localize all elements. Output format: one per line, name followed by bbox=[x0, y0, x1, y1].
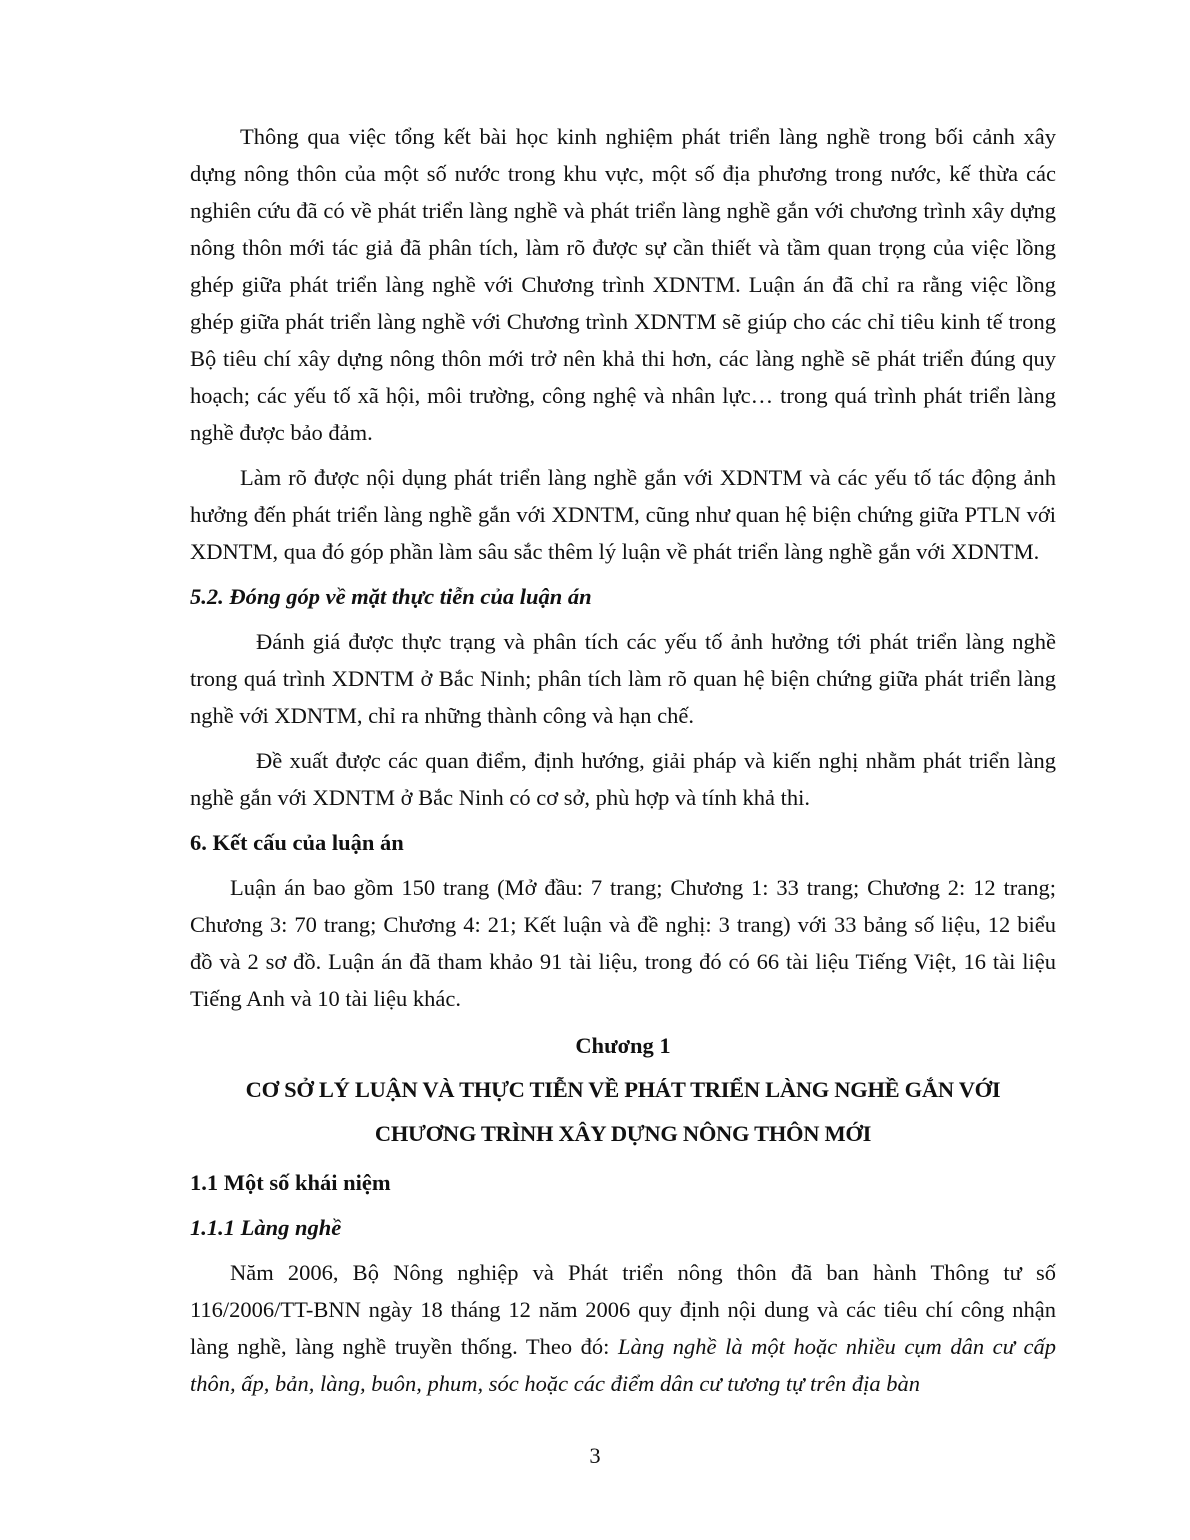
paragraph-theoretical-contribution: Thông qua việc tổng kết bài học kinh nghiệm phát triển làng nghề trong bối cảnh xây dựng nông thôn của một số nước trong khu vực, một số địa phương trong nước, kế thừa các nghiên cứu đã có về phát triển làng nghề và phát triển làng nghề gắn với chương trình xây dựng nông thôn mới tác giả đã phân tích, làm rõ được sự cần thiết và tầm quan trọng của việc lồng ghép giữa phát triển làng nghề với Chương trình XDNTM. Luận án đã chỉ ra rằng việc lồng ghép giữa phát triển làng nghề với Chương trình XDNTM sẽ giúp cho các chỉ tiêu kinh tế trong Bộ tiêu chí xây dựng nông thôn mới trở nên khả thi hơn, các làng nghề sẽ phát triển đúng quy hoạch; các yếu tố xã hội, môi trường, công nghệ và nhân lực… trong quá trình phát triển làng nghề được bảo đảm. bbox=[190, 124, 1056, 445]
paragraph-thesis-structure: Luận án bao gồm 150 trang (Mở đầu: 7 trang; Chương 1: 33 trang; Chương 2: 12 trang; Chương 3: 70 trang; Chương 4: 21; Kết luận và đề nghị: 3 trang) với 33 bảng số liệu, 12 biểu đồ và 2 sơ đồ. Luận án đã tham khảo 91 tài liệu, trong đó có 66 tài liệu Tiếng Việt, 16 tài liệu Tiếng Anh và 10 tài liệu khác. bbox=[190, 875, 1056, 1011]
document-page bbox=[190, 118, 1056, 1402]
chapter-title-line-2: CHƯƠNG TRÌNH XÂY DỰNG NÔNG THÔN MỚI bbox=[374, 1121, 872, 1146]
paragraph-practical-assessment: Đánh giá được thực trạng và phân tích các yếu tố ảnh hưởng tới phát triển làng nghề trong quá trình XDNTM ở Bắc Ninh; phân tích làm rõ quan hệ biện chứng giữa phát triển làng nghề với XDNTM, chỉ ra những thành công và hạn chế. bbox=[190, 629, 1056, 728]
chapter-title-line-1: CƠ SỞ LÝ LUẬN VÀ THỰC TIỄN VỀ PHÁT TRIỂN LÀNG NGHỀ GẮN VỚI bbox=[245, 1077, 1001, 1102]
paragraph-craft-village-definition bbox=[190, 1254, 1056, 1402]
paragraph-content-clarification: Làm rõ được nội dụng phát triển làng nghề gắn với XDNTM và các yếu tố tác động ảnh hưởng đến phát triển làng nghề gắn với XDNTM, cũng như quan hệ biện chứng giữa PTLN với XDNTM, qua đó góp phần làm sâu sắc thêm lý luận về phát triển làng nghề gắn với XDNTM. bbox=[190, 465, 1056, 564]
section-heading-5-2: 5.2. Đóng góp về mặt thực tiễn của luận án bbox=[190, 584, 592, 609]
definition-intro-text: Năm 2006, Bộ Nông nghiệp và Phát triển nông thôn đã ban hành Thông tư số 116/2006/TT-BNN ngày 18 tháng 12 năm 2006 quy định nội dung và các tiêu chí công nhận làng nghề, làng nghề truyền thống. Theo đó: bbox=[190, 1260, 1056, 1359]
chapter-title bbox=[190, 1068, 1056, 1156]
page-number: 3 bbox=[589, 1443, 601, 1468]
section-heading-6: 6. Kết cấu của luận án bbox=[190, 830, 404, 855]
definition-italic-text: Làng nghề là một hoặc nhiều cụm dân cư cấp thôn, ấp, bản, làng, buôn, phum, sóc hoặc các điểm dân cư tương tự trên địa bàn bbox=[190, 1334, 1056, 1396]
paragraph-proposals: Đề xuất được các quan điểm, định hướng, giải pháp và kiến nghị nhằm phát triển làng nghề gắn với XDNTM ở Bắc Ninh có cơ sở, phù hợp và tính khả thi. bbox=[190, 748, 1056, 810]
chapter-label: Chương 1 bbox=[575, 1033, 671, 1058]
section-heading-1-1-1: 1.1.1 Làng nghề bbox=[190, 1215, 342, 1240]
section-heading-1-1: 1.1 Một số khái niệm bbox=[190, 1170, 391, 1195]
